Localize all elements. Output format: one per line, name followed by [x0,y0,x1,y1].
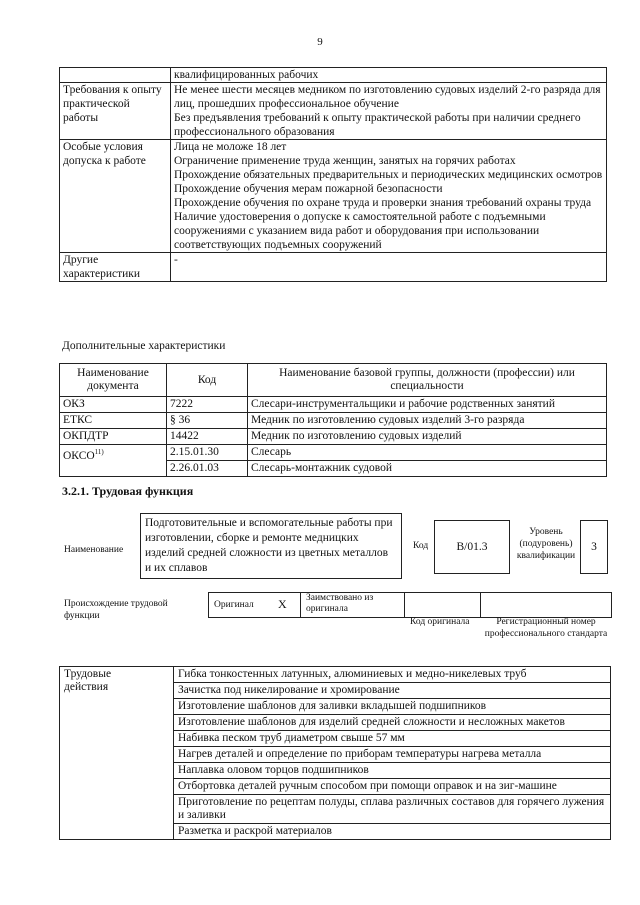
cell-name: Слесарь-монтажник судовой [248,461,607,477]
borrowed-label: Заимствовано из оригинала [306,593,374,614]
table-row [60,397,607,413]
code-original-label: Код оригинала [410,617,470,627]
action-item: Гибка тонкостенных латунных, алюминиевых и медно-никелевых труб [174,667,611,683]
divider [300,592,301,617]
row-content [171,140,607,253]
row-line: Прохождение обучения по охране труда и проверки знания требований охраны труда [174,197,592,209]
cell-name: Слесарь [248,445,607,461]
actions-label [60,667,174,840]
row-content [171,83,607,140]
row-line: Не менее шести месяцев медником по изготовлению судовых изделий 2-го разряда для лиц, прошедших профессиональное обучение [174,84,601,110]
actions-label-text: Трудовые действия [64,668,112,693]
cell-code: 2.26.01.03 [167,461,248,477]
actions-table [59,666,611,840]
function-name-box: Подготовительные и вспомогательные работы при изготовлении, сборке и ремонте медницких изделий средней сложности из цветных металлов и их сплавов [140,513,402,579]
action-item: Зачистка под никелирование и хромирование [174,683,611,699]
table-row [60,413,607,429]
cell-name: Медник по изготовлению судовых изделий 3-го разряда [248,413,607,429]
cell-document: ОКЗ [60,397,167,413]
row-label: Другие характеристики [60,253,171,282]
row-line: Лица не моложе 18 лет [174,141,287,153]
original-mark: X [278,597,287,611]
original-label: Оригинал [214,600,254,610]
table-row [60,140,607,253]
row-content [171,253,607,282]
row-content [171,68,607,83]
table-row [60,445,607,461]
row-label: Требования к опыту практической работы [60,83,171,140]
row-line: Прохождение обязательных предварительных и периодических медицинских осмотров [174,169,603,181]
table-header-row [60,364,607,397]
requirements-table [59,67,607,282]
action-item: Наплавка оловом торцов подшипников [174,763,611,779]
page-number: 9 [317,36,323,48]
level-label: Уровень (подуровень) квалификации [516,527,576,561]
action-item: Изготовление шаблонов для заливки вкладышей подшипников [174,699,611,715]
cell-code: § 36 [167,413,248,429]
action-item: Изготовление шаблонов для изделий средней сложности и несложных макетов [174,715,611,731]
additional-heading: Дополнительные характеристики [62,340,226,352]
row-label [60,68,171,83]
footnote-mark: 11) [94,448,104,456]
additional-table [59,363,607,477]
function-heading: 3.2.1. Трудовая функция [62,484,194,498]
action-item: Набивка песком труб диаметром свыше 57 мм [174,731,611,747]
divider [404,592,405,617]
action-item: Разметка и раскрой материалов [174,824,611,840]
table-row [60,253,607,282]
cell-document: ОКПДТР [60,429,167,445]
action-item: Приготовление по рецептам полуды, сплава различных составов для горячего лужения и заливки [174,795,611,824]
cell-code: 14422 [167,429,248,445]
header-name: Наименование базовой группы, должности (профессии) или специальности [248,364,607,397]
cell-document [60,445,167,477]
reg-number-label: Регистрационный номер профессионального стандарта [484,617,608,639]
header-code: Код [167,364,248,397]
divider [480,592,481,617]
name-label: Наименование [64,545,124,555]
table-row [60,429,607,445]
row-label: Особые условия допуска к работе [60,140,171,253]
function-code-box: B/01.3 [434,520,510,574]
row-line: Без предъявления требований к опыту практической работы при наличии среднего профессионального образования [174,112,581,138]
row-line: Прохождение обучения мерам пожарной безопасности [174,183,443,195]
action-item: Нагрев деталей и определение по приборам температуры нагрева металла [174,747,611,763]
cell-name: Слесари-инструментальщики и рабочие родственных занятий [248,397,607,413]
cell-name: Медник по изготовлению судовых изделий [248,429,607,445]
action-item: Отбортовка деталей ручным способом при помощи оправок и на зиг-машине [174,779,611,795]
table-row [60,667,611,683]
cell-document: ЕТКС [60,413,167,429]
row-line: Ограничение применение труда женщин, занятых на горячих работах [174,155,516,167]
table-row [60,83,607,140]
cell-code: 7222 [167,397,248,413]
cell-code: 2.15.01.30 [167,445,248,461]
table-row [60,68,607,83]
code-label: Код [413,541,429,551]
origin-row [208,592,612,618]
header-document: Наименование документа [60,364,167,397]
row-line: Наличие удостоверения о допуске к самостоятельной работе с подъемными сооружениями с указанием вида работ и оборудования при использовании соответствующих подъемных сооружений [174,211,546,251]
level-value-box: 3 [580,520,608,574]
origin-label: Происхождение трудовой функции [64,599,168,621]
okso-label: ОКСО [63,449,95,462]
row-line: - [174,254,178,266]
row-line: квалифицированных рабочих [174,69,319,81]
